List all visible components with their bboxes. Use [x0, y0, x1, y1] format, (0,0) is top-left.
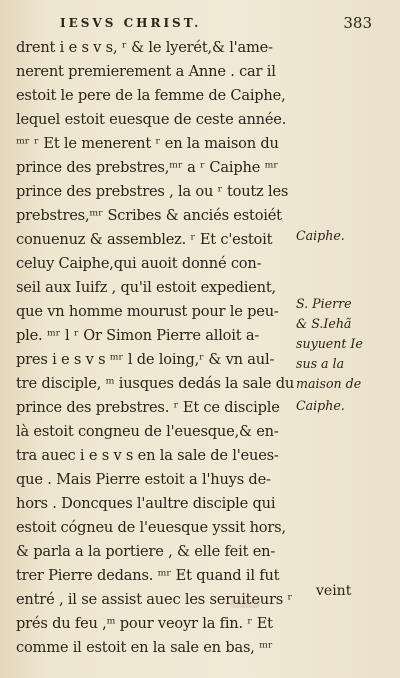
text-line: & parla a la portiere , & elle feit en-: [16, 543, 276, 560]
margin-note: & S.Iehã: [296, 316, 352, 331]
text-line: conuenuz & assemblez. ʳ Et c'estoit: [16, 231, 273, 248]
text-line: prince des prebstres,ᵐʳ a ʳ Caiphe ᵐʳ: [16, 159, 279, 176]
ink-bleed-through: [230, 600, 260, 608]
text-line: ᵐʳ ʳ Et le menerent ʳ en la maison du: [16, 135, 279, 152]
margin-note: Caiphe.: [296, 228, 345, 243]
text-line: prince des prebstres. ʳ Et ce disciple: [16, 399, 280, 416]
text-line: drent i e s v s, ʳ & le lyerét,& l'ame-: [16, 39, 273, 56]
margin-note: sus a la: [296, 356, 345, 371]
text-line: prebstres,ᵐʳ Scribes & anciés estoiét: [16, 207, 282, 224]
text-line: tre disciple, ᵐ iusques dedás la sale du: [16, 375, 295, 392]
page-number: 383: [343, 14, 372, 32]
running-head: IESVS CHRIST.: [60, 16, 202, 30]
margin-note: maison de: [296, 376, 362, 391]
text-line: celuy Caiphe,qui auoit donné con-: [16, 255, 262, 272]
text-line: prince des prebstres , la ou ʳ toutz les: [16, 183, 289, 200]
text-line: ple. ᵐʳ l ʳ Or Simon Pierre alloit a-: [16, 327, 260, 344]
text-line: hors . Doncques l'aultre disciple qui: [16, 495, 276, 512]
page-header: [60, 14, 380, 36]
text-line: que vn homme mourust pour le peu-: [16, 303, 279, 320]
text-line: prés du feu ,ᵐ pour veoyr la fin. ʳ Et: [16, 615, 273, 632]
body-text: [16, 36, 304, 660]
text-line: entré , il se assist auec les seruiteurs ʳ: [16, 591, 293, 608]
text-line: estoit cógneu de l'euesque yssit hors,: [16, 519, 286, 536]
text-line: tra auec i e s v s en la sale de l'eues-: [16, 447, 279, 464]
text-line: lequel estoit euesque de ceste année.: [16, 111, 287, 128]
text-line: là estoit congneu de l'euesque,& en-: [16, 423, 279, 440]
text-line: trer Pierre dedans. ᵐʳ Et quand il fut: [16, 567, 280, 584]
text-line: que . Mais Pierre estoit a l'huys de-: [16, 471, 271, 488]
text-line: comme il estoit en la sale en bas, ᵐʳ: [16, 639, 273, 656]
margin-note: Caiphe.: [296, 398, 345, 413]
margin-note: suyuent Ie: [296, 336, 363, 351]
catchword: veint: [316, 583, 352, 599]
margin-note: S. Pierre: [296, 296, 352, 311]
text-line: estoit le pere de la femme de Caiphe,: [16, 87, 286, 104]
text-line: seil aux Iuifz , qu'il estoit expedient,: [16, 279, 276, 296]
text-line: nerent premierement a Anne . car il: [16, 63, 276, 80]
text-line: pres i e s v s ᵐʳ l de loing,ʳ & vn aul-: [16, 351, 275, 368]
